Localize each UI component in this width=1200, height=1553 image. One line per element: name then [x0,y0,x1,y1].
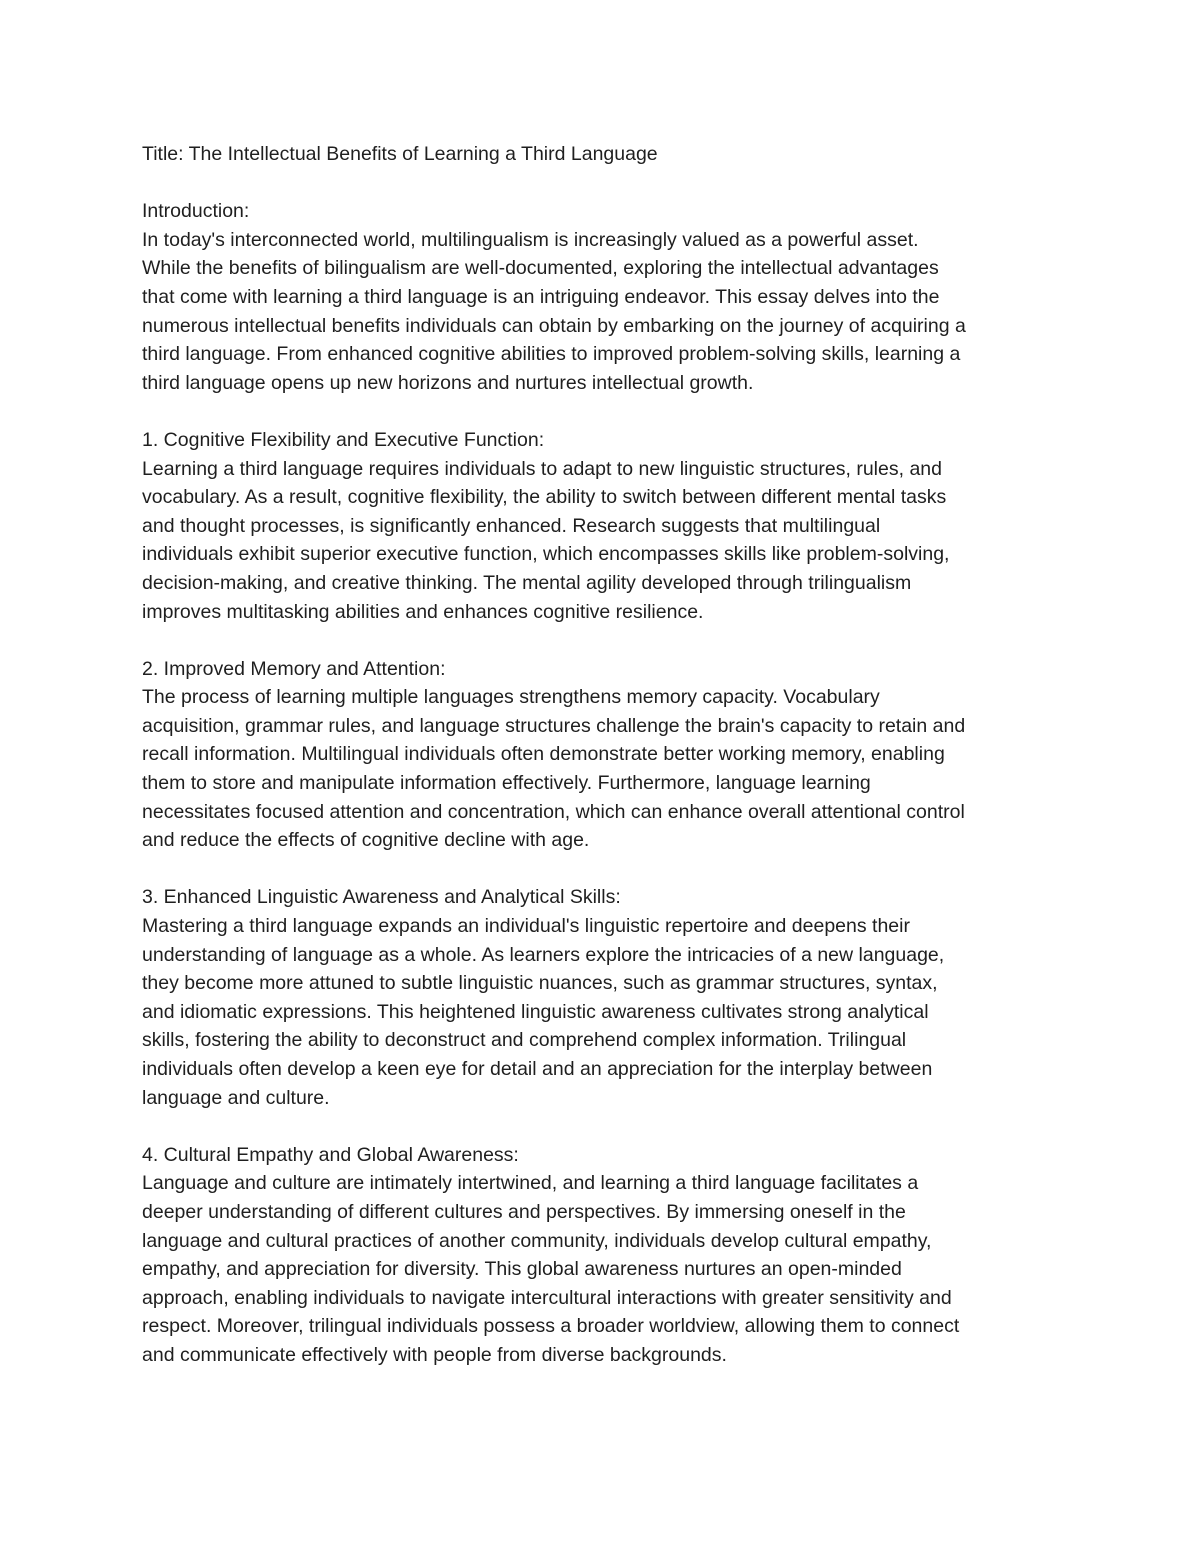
section-line: The process of learning multiple languages strengthens memory capacity. Vocabulary [142,686,880,709]
section-line: skills, fostering the ability to deconstruct and comprehend complex information. Trilingual [142,1029,907,1052]
introduction-heading: Introduction: [142,200,250,223]
section-line: empathy, and appreciation for diversity. This global awareness nurtures an open-minded [142,1258,902,1281]
section-line: acquisition, grammar rules, and language structures challenge the brain's capacity to retain and [142,714,966,737]
document-body [142,140,1067,1370]
introduction-line: third language. From enhanced cognitive abilities to improved problem-solving skills, learning a [142,343,961,366]
section-line: recall information. Multilingual individuals often demonstrate better working memory, enabling [142,743,945,766]
section-line: individuals exhibit superior executive function, which encompasses skills like problem-solving, [142,543,950,566]
section-line: Learning a third language requires individuals to adapt to new linguistic structures, rules, and [142,457,942,480]
introduction-line: third language opens up new horizons and nurtures intellectual growth. [142,371,754,394]
section-line: necessitates focused attention and concentration, which can enhance overall attentional control [142,800,965,823]
section-line: respect. Moreover, trilingual individuals possess a broader worldview, allowing them to connect [142,1315,960,1338]
section-line: language and culture. [142,1086,330,1109]
section-line: and idiomatic expressions. This heightened linguistic awareness cultivates strong analytical [142,1000,929,1023]
section-linguistic-awareness [142,883,1067,1112]
section-heading: 4. Cultural Empathy and Global Awareness: [142,1143,519,1166]
introduction-section [142,197,1067,397]
section-line: them to store and manipulate information effectively. Furthermore, language learning [142,772,871,795]
section-line: decision-making, and creative thinking. The mental agility developed through trilingualism [142,571,912,594]
section-cognitive-flexibility [142,426,1067,626]
section-line: individuals often develop a keen eye for detail and an appreciation for the interplay between [142,1058,933,1080]
section-line: Language and culture are intimately intertwined, and learning a third language facilitates a [142,1172,919,1195]
section-line: and communicate effectively with people from diverse backgrounds. [142,1343,727,1366]
section-line: deeper understanding of different cultures and perspectives. By immersing oneself in the [142,1200,906,1223]
section-memory-attention [142,655,1067,855]
introduction-line: In today's interconnected world, multilingualism is increasingly valued as a powerful asset. [142,228,919,251]
section-line: understanding of language as a whole. As learners explore the intricacies of a new language, [142,943,945,966]
section-line: Mastering a third language expands an individual's linguistic repertoire and deepens their [142,915,910,938]
section-line: and thought processes, is significantly enhanced. Research suggests that multilingual [142,514,881,537]
introduction-line: While the benefits of bilingualism are well-documented, exploring the intellectual advantages [142,257,939,280]
section-line: language and cultural practices of another community, individuals develop cultural empathy, [142,1229,932,1252]
introduction-line: that come with learning a third language is an intriguing endeavor. This essay delves into the [142,285,940,308]
section-cultural-empathy [142,1141,1067,1370]
section-line: they become more attuned to subtle linguistic nuances, such as grammar structures, syntax, [142,972,938,995]
section-heading: 2. Improved Memory and Attention: [142,657,446,680]
document-title-block [142,140,1067,169]
introduction-line: numerous intellectual benefits individuals can obtain by embarking on the journey of acquiring a [142,314,966,337]
section-heading: 3. Enhanced Linguistic Awareness and Analytical Skills: [142,886,621,909]
section-line: approach, enabling individuals to navigate intercultural interactions with greater sensitivity and [142,1286,952,1309]
document-title: Title: The Intellectual Benefits of Learning a Third Language [142,143,658,165]
section-line: vocabulary. As a result, cognitive flexibility, the ability to switch between different mental tasks [142,486,947,509]
section-heading: 1. Cognitive Flexibility and Executive Function: [142,428,545,451]
section-line: and reduce the effects of cognitive decline with age. [142,829,590,852]
section-line: improves multitasking abilities and enhances cognitive resilience. [142,600,704,623]
